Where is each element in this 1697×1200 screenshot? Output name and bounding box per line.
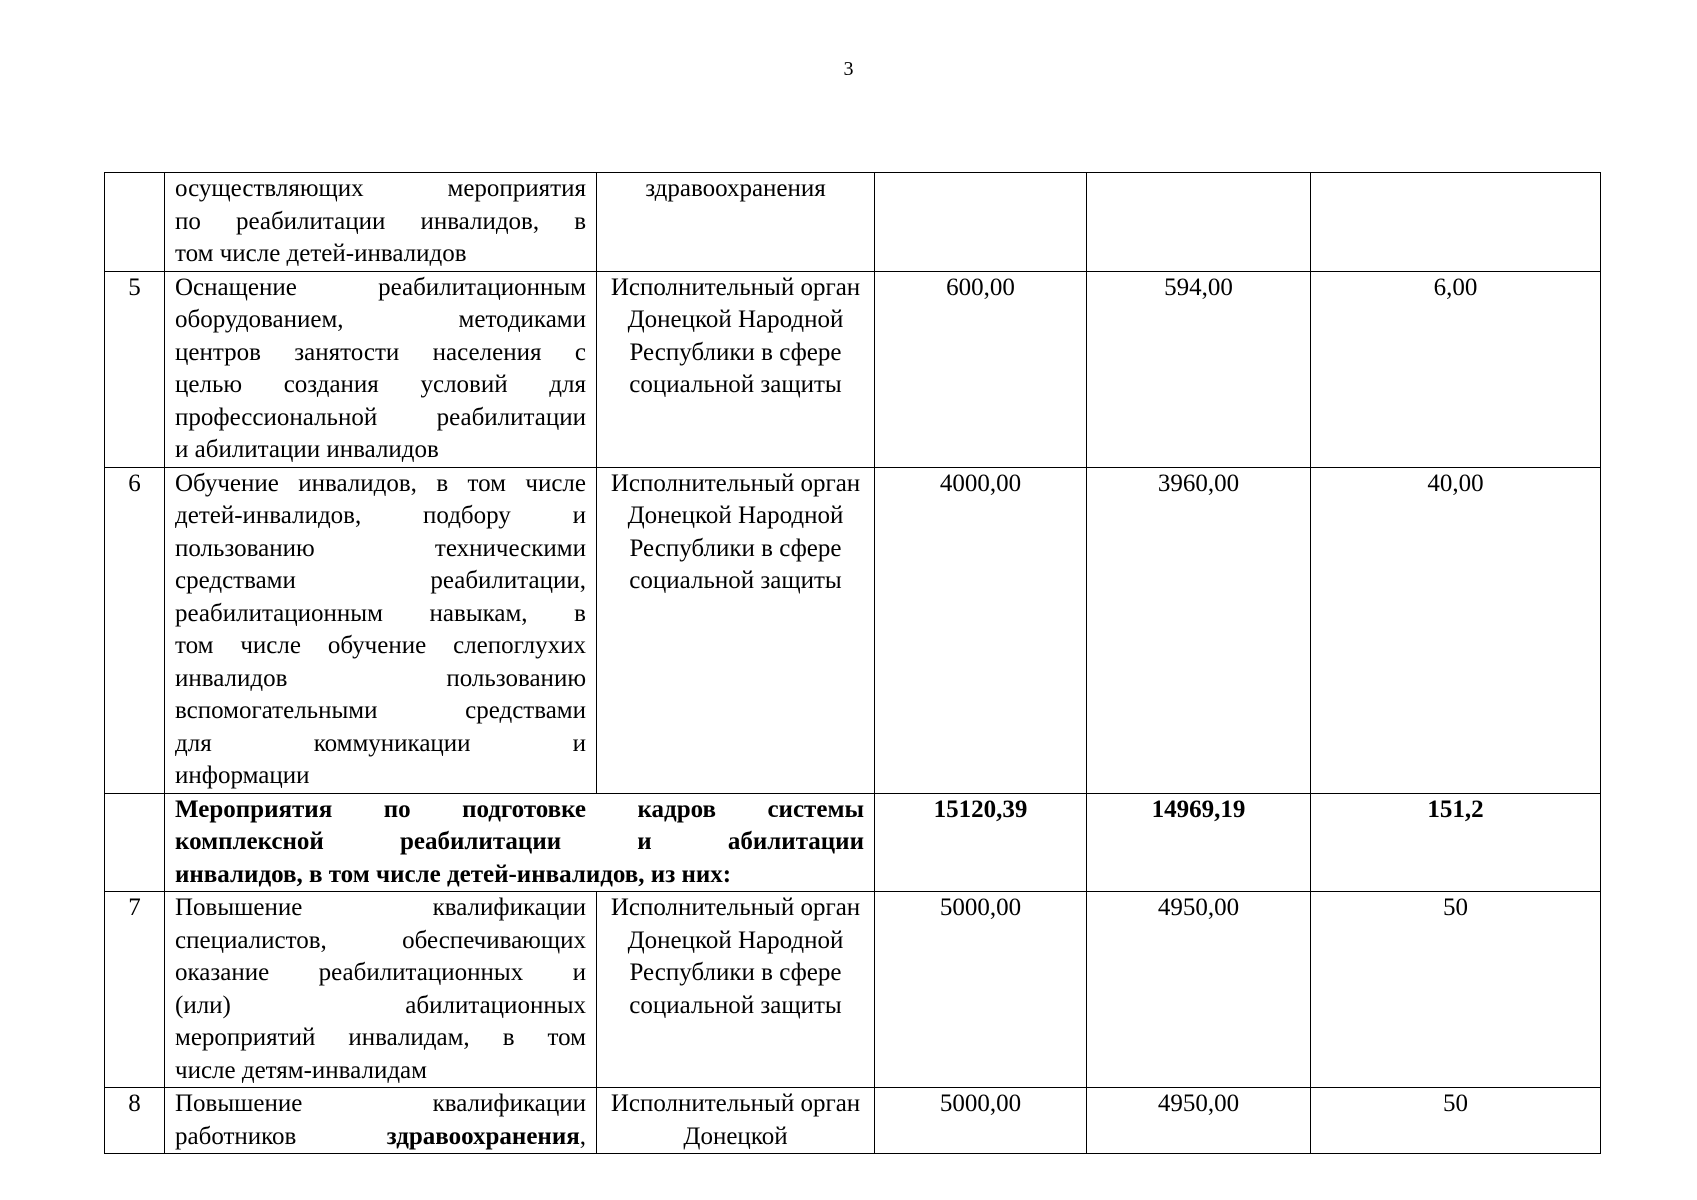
executor: Исполнительный орган Донецкой xyxy=(597,1088,875,1154)
table-row xyxy=(105,1088,1601,1154)
value-total: 5000,00 xyxy=(875,1088,1087,1154)
value-federal: 3960,00 xyxy=(1087,467,1311,793)
executor: Исполнительный орган Донецкой Народной Республики в сфере социальной защиты xyxy=(597,467,875,793)
executor: здравоохранения xyxy=(597,173,875,272)
value-regional: 6,00 xyxy=(1311,271,1601,467)
row-number: 7 xyxy=(105,892,165,1088)
value-total: 600,00 xyxy=(875,271,1087,467)
measure-description: осуществляющих мероприятия по реабилитации инвалидов, в том числе детей-инвалидов xyxy=(165,173,597,272)
value-regional: 50 xyxy=(1311,1088,1601,1154)
executor: Исполнительный орган Донецкой Народной Республики в сфере социальной защиты xyxy=(597,271,875,467)
measure-description: Повышение квалификации специалистов, обеспечивающих оказание реабилитационных и (или) абилитационных мероприятий инвалидам, в том числе детям-инвалидам xyxy=(165,892,597,1088)
executor: Исполнительный орган Донецкой Народной Республики в сфере социальной защиты xyxy=(597,892,875,1088)
table-row xyxy=(105,467,1601,793)
measure-description: Обучение инвалидов, в том числе детей-инвалидов, подбору и пользованию техническими средствами реабилитации, реабилитационным навыкам, в том числе обучение слепоглухих инвалидов пользованию вспомогательными средствами для коммуникации и информации xyxy=(165,467,597,793)
value-regional xyxy=(1311,173,1601,272)
row-number: 6 xyxy=(105,467,165,793)
section-row xyxy=(105,793,1601,892)
value-total: 4000,00 xyxy=(875,467,1087,793)
row-number: 8 xyxy=(105,1088,165,1154)
value-total xyxy=(875,173,1087,272)
value-regional: 40,00 xyxy=(1311,467,1601,793)
measure-description: Повышение квалификации работников здравоохранения, xyxy=(165,1088,597,1154)
section-value-federal: 14969,19 xyxy=(1087,793,1311,892)
table-row xyxy=(105,271,1601,467)
page-number: 3 xyxy=(843,58,854,80)
table-row xyxy=(105,173,1601,272)
value-federal xyxy=(1087,173,1311,272)
table-row xyxy=(105,892,1601,1088)
value-federal: 594,00 xyxy=(1087,271,1311,467)
value-federal: 4950,00 xyxy=(1087,1088,1311,1154)
programme-table xyxy=(104,172,1601,1154)
row-number xyxy=(105,173,165,272)
row-number xyxy=(105,793,165,892)
measure-description: Оснащение реабилитационным оборудованием, методиками центров занятости населения с целью создания условий для профессиональной реабилитации и абилитации инвалидов xyxy=(165,271,597,467)
section-title: Мероприятия по подготовке кадров системы комплексной реабилитации и абилитации инвалидов, в том числе детей-инвалидов, из них: xyxy=(165,793,875,892)
section-value-total: 15120,39 xyxy=(875,793,1087,892)
value-federal: 4950,00 xyxy=(1087,892,1311,1088)
value-total: 5000,00 xyxy=(875,892,1087,1088)
value-regional: 50 xyxy=(1311,892,1601,1088)
row-number: 5 xyxy=(105,271,165,467)
section-value-regional: 151,2 xyxy=(1311,793,1601,892)
